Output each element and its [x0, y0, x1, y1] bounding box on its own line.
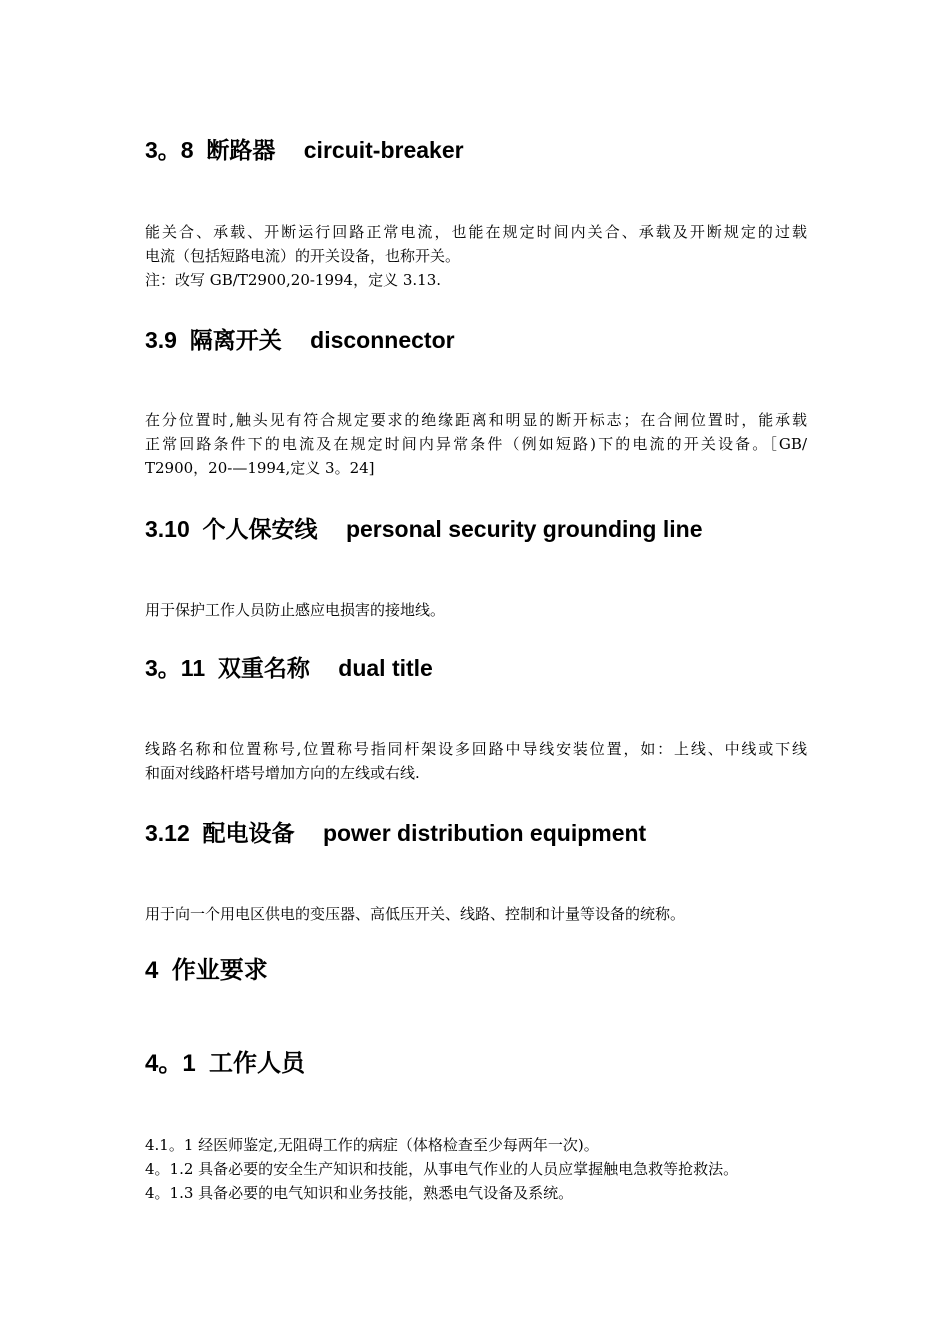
body-line: 用于向一个用电区供电的变压器、高低压开关、线路、控制和计量等设备的统称。 [145, 905, 686, 923]
section-body-3-12 [145, 902, 807, 926]
list-item: 4。1.2 具备必要的安全生产知识和技能，从事电气作业的人员应掌握触电急救等抢救法。 [145, 1160, 739, 1178]
body-line: 能关合、承载、开断运行回路正常电流，也能在规定时间内关合、承载及开断规定的过载 [145, 223, 807, 241]
section-title-zh: 配电设备 [202, 820, 295, 846]
body-line: 注：改写 GB/T2900,20-1994，定义 3.13. [145, 271, 442, 289]
body-line: 用于保护工作人员防止感应电损害的接地线。 [145, 601, 446, 619]
section-heading-3-11 [145, 653, 433, 683]
section-number: 3.10 [145, 516, 190, 542]
section-body-3-11 [145, 737, 807, 785]
list-item: 4。1.3 具备必要的电气知识和业务技能，熟悉电气设备及系统。 [145, 1184, 574, 1202]
section-title-en: dual title [338, 655, 433, 681]
section-number: 3。8 [145, 137, 194, 163]
section-heading-3-9 [145, 325, 455, 355]
section-title-zh: 双重名称 [217, 655, 310, 681]
body-line: T2900，20-—1994,定义 3。24] [145, 459, 375, 477]
section-body-3-8 [145, 220, 807, 292]
section-heading-3-8 [145, 135, 464, 165]
chapter-number: 4 [145, 957, 159, 984]
section-title-zh: 个人保安线 [202, 516, 318, 542]
body-line: 电流（包括短路电流）的开关设备，也称开关。 [145, 247, 461, 265]
section-title-zh: 隔离开关 [189, 327, 282, 353]
list-item: 4.1。1 经医师鉴定,无阻碍工作的病症（体格检查至少每两年一次)。 [145, 1136, 599, 1154]
body-line: 正常回路条件下的电流及在规定时间内异常条件（例如短路)下的电流的开关设备。［GB/ [145, 435, 807, 453]
section-title-en: circuit-breaker [303, 137, 464, 163]
section-body-3-10 [145, 598, 807, 622]
section-number: 3.12 [145, 820, 190, 846]
section-title: 工作人员 [209, 1050, 306, 1077]
section-number: 3。11 [145, 655, 206, 681]
section-title-en: disconnector [310, 327, 455, 353]
section-heading-3-12 [145, 818, 646, 848]
chapter-heading-4 [145, 956, 268, 986]
body-line: 在分位置时,触头见有符合规定要求的绝缘距离和明显的断开标志；在合闸位置时，能承载 [145, 411, 807, 429]
section-title-zh: 断路器 [206, 137, 276, 163]
section-title-en: power distribution equipment [322, 820, 647, 846]
section-heading-3-10 [145, 514, 703, 544]
section-body-4-1 [145, 1133, 807, 1205]
section-number: 4。1 [145, 1050, 196, 1077]
body-line: 线路名称和位置称号,位置称号指同杆架设多回路中导线安装位置，如：上线、中线或下线 [145, 740, 807, 758]
section-number: 3.9 [145, 327, 177, 353]
body-line: 和面对线路杆塔号增加方向的左线或右线. [145, 764, 420, 782]
section-heading-4-1 [145, 1049, 305, 1079]
section-title-en: personal security grounding line [345, 516, 703, 542]
chapter-title: 作业要求 [171, 957, 268, 984]
section-body-3-9 [145, 408, 807, 480]
